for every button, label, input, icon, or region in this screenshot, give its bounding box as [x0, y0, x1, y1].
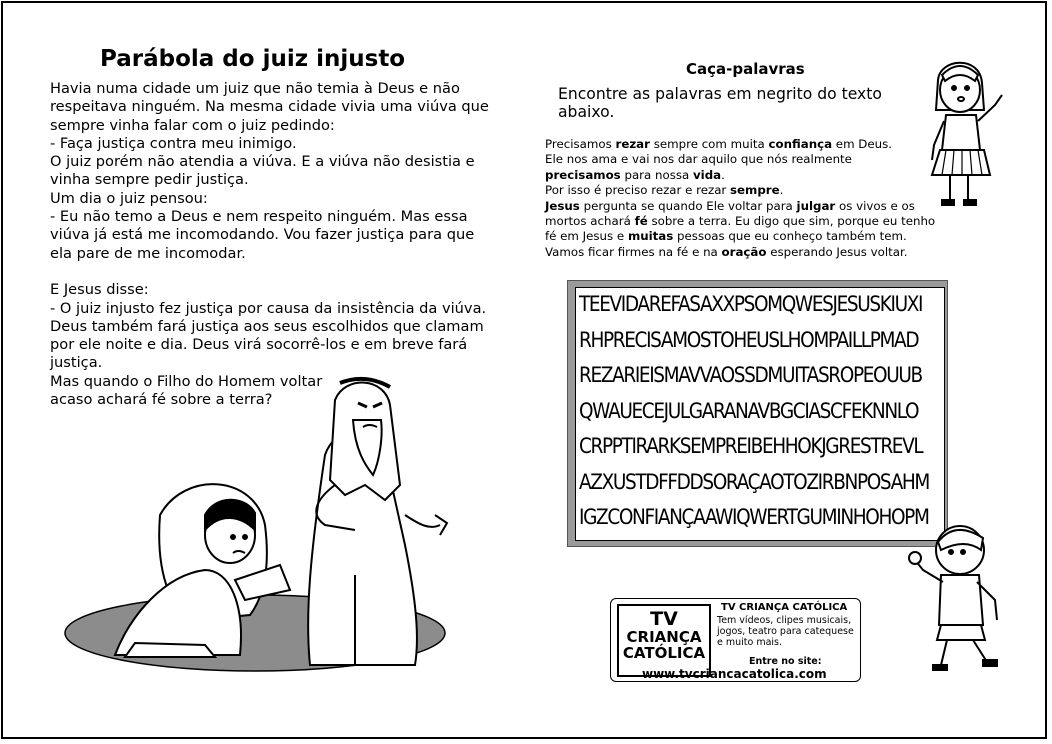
paragraph-line [545, 137, 965, 152]
ad-site-label: Entre no site: [749, 656, 822, 667]
paragraph-line [545, 183, 965, 198]
paragraph-line [545, 229, 965, 244]
boy-illustration [905, 520, 1010, 680]
word-search-grid-frame [567, 280, 948, 547]
keyword: fé [634, 214, 648, 229]
keyword: vida [692, 167, 722, 182]
keyword: rezar [615, 137, 650, 151]
paragraph-text: os vivos e os [835, 198, 915, 213]
paragraph-text: Precisamos [545, 137, 616, 151]
story-line: - Eu não temo a Deus e nem respeito ninguém. Mas essa [50, 208, 468, 226]
grid-row[interactable]: TEEVIDAREFASAXXPSOMQWESJESUSKIUXI [579, 292, 923, 317]
grid-row[interactable]: CRPPTIRARKSEMPREIBEHHOKJGRESTREVL [579, 434, 923, 459]
paragraph-line [545, 245, 965, 260]
word-search-grid[interactable] [575, 287, 945, 541]
word-search-title: Caça-palavras [686, 60, 805, 78]
paragraph-text: pergunta se quando Ele voltar para [579, 198, 797, 213]
paragraph-text: sempre com muita [649, 137, 769, 151]
keyword: julgar [796, 198, 836, 213]
story-line: O juiz porém não atendia a viúva. E a viúva não desistia e [50, 153, 475, 171]
paragraph-line [545, 168, 965, 183]
word-search-instruction: Encontre as palavras em negrito do texto abaixo. [558, 85, 882, 121]
keyword: confiança [768, 137, 833, 151]
ad-title: TV CRIANÇA CATÓLICA [721, 602, 848, 613]
paragraph-line [545, 152, 965, 167]
parable-text [50, 80, 520, 409]
story-line: vinha sempre pedir justiça. [50, 171, 249, 189]
grid-row[interactable]: IGZCONFIANÇAAWIQWERTGUMINHOHOPM [579, 505, 929, 530]
story-line: E Jesus disse: [50, 281, 149, 299]
parable-illustration [55, 365, 475, 695]
grid-row[interactable]: AZXUSTDFFDDSORAÇAOTOZIRBNPOSAHM [579, 469, 930, 495]
paragraph-line [545, 214, 965, 229]
paragraph-text: mortos achará [545, 214, 635, 229]
site-link[interactable]: www.tvcriancacatolica.com [642, 667, 827, 681]
paragraph-text: . [779, 183, 784, 198]
keyword: sempre [730, 183, 780, 198]
story-line: Deus também fará justiça aos seus escolhidos que clamam [50, 317, 484, 335]
paragraph-text: Ele nos ama e vai nos dar aquilo que nós realmente [545, 152, 852, 167]
paragraph-text: Vamos ficar firmes na fé e na [545, 244, 722, 259]
word-search-paragraph [545, 137, 965, 260]
paragraph-text: sobre a terra. Eu digo que sim, porque eu tenho [647, 214, 936, 229]
story-line: viúva já está me incomodando. Vou fazer justiça para que [50, 226, 475, 244]
paragraph-line [545, 199, 965, 214]
story-line: Um dia o juiz pensou: [50, 189, 208, 207]
paragraph-text: para nossa [620, 167, 693, 182]
story-line: Havia numa cidade um juiz que não temia à Deus e não [50, 80, 460, 97]
keyword: precisamos [545, 167, 621, 182]
paragraph-text: fé em Jesus e [545, 229, 628, 244]
keyword: Jesus [545, 198, 580, 213]
logo-line-catolica: CATÓLICA [622, 644, 706, 662]
page-title: Parábola do juiz injusto [100, 46, 406, 72]
story-line: por ele noite e dia. Deus virá socorrê-los e em breve fará [50, 336, 468, 354]
paragraph-text: Por isso é preciso rezar e rezar [545, 183, 731, 198]
story-line: sempre vinha falar com o juiz pedindo: [50, 116, 335, 134]
story-line: - Faça justiça contra meu inimigo. [50, 134, 297, 152]
keyword: oração [721, 244, 767, 259]
story-line: acaso achará fé sobre a terra? [50, 391, 273, 409]
tv-crianca-catolica-ad [610, 598, 861, 682]
story-line: - O juiz injusto fez justiça por causa da insistência da viúva. [50, 299, 487, 317]
keyword: muitas [627, 229, 674, 244]
story-line: justiça. [50, 354, 103, 372]
logo-line-crianca: CRIANÇA [626, 628, 702, 646]
story-line: respeitava ninguém. Na mesma cidade vivia uma viúva que [50, 98, 489, 116]
paragraph-text: em Deus. [832, 137, 893, 151]
story-line: ela pare de me incomodar. [50, 244, 246, 262]
ad-description: Tem vídeos, clipes musicais, jogos, teatro para catequese e muito mais. [717, 615, 854, 648]
grid-row[interactable]: REZARIEISMAVVAOSSDMUITASROPEOUUB [579, 363, 922, 388]
story-line: Mas quando o Filho do Homem voltar [50, 372, 323, 390]
paragraph-text: pessoas que eu conheço também tem. [673, 229, 907, 244]
paragraph-text: . [721, 167, 725, 182]
logo-line-tv: TV [650, 608, 678, 630]
paragraph-text: esperando Jesus voltar. [766, 244, 908, 259]
grid-row[interactable]: QWAUECEJULGARANAVBGCIASCFEKNNLO [579, 398, 919, 424]
story-line [50, 263, 520, 281]
grid-row[interactable]: RHPRECISAMOSTOHEUSLHOMPAILLPMAD [579, 327, 919, 353]
